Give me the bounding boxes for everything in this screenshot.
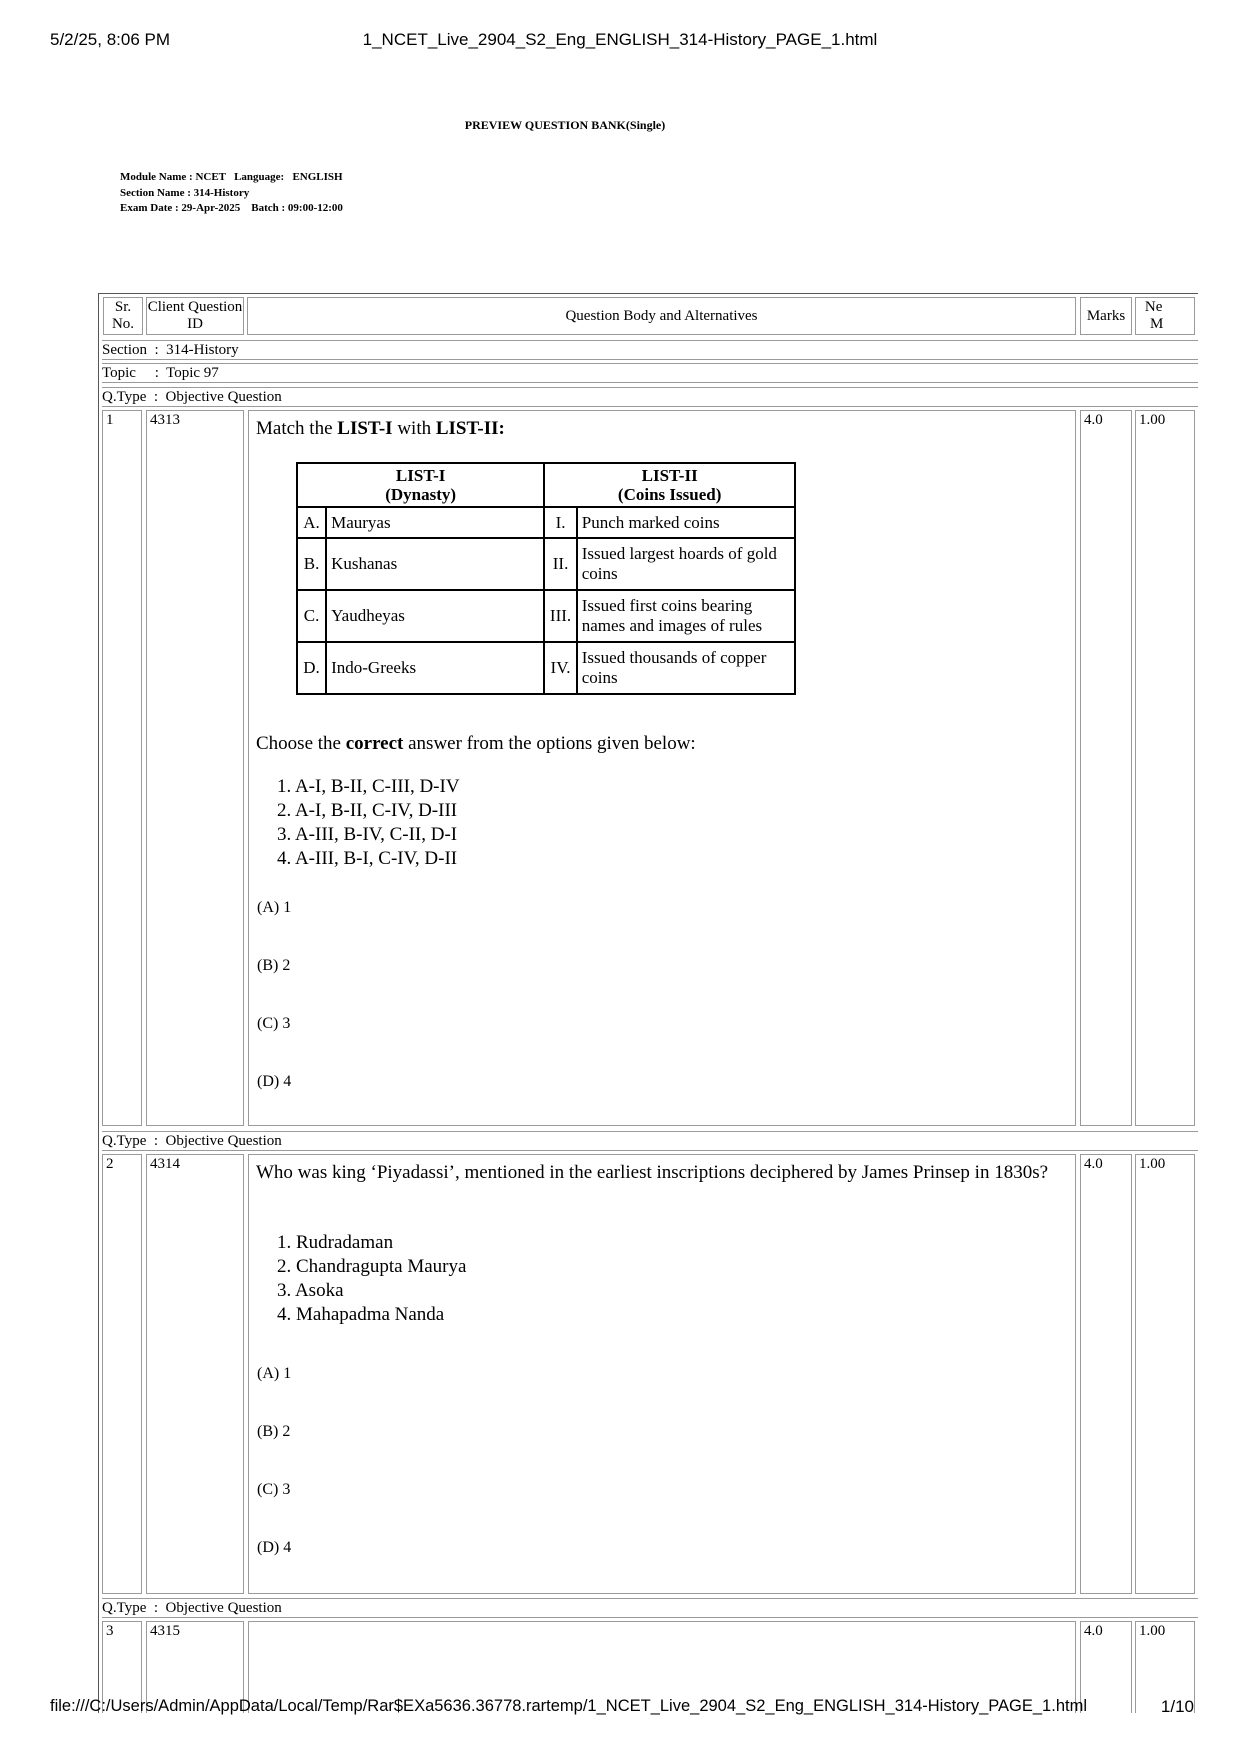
list-item: 1. A-I, B-II, C-III, D-IV	[277, 776, 460, 797]
page-title: PREVIEW QUESTION BANK(Single)	[464, 118, 666, 132]
header-negative-marks: Ne M	[1135, 297, 1195, 335]
q1-negative-marks: 1.00	[1135, 410, 1195, 1126]
q2-option-list	[277, 1231, 466, 1327]
q3-negative-marks: 1.00	[1135, 1621, 1195, 1713]
q2-alternative-d[interactable]: (D) 4	[257, 1539, 292, 1556]
question-table	[98, 293, 1198, 1713]
list-item: 2. Chandragupta Maurya	[277, 1256, 467, 1277]
q2-question-text: Who was king ‘Piyadassi’, mentioned in the earliest inscriptions deciphered by James Prinsep in 1830s?	[256, 1162, 1049, 1183]
table-row: D. Indo-Greeks IV. Issued thousands of copper coins	[297, 642, 795, 694]
q1-marks: 4.0	[1080, 410, 1132, 1126]
meta-line-section: Section Name : 314-History	[120, 186, 250, 199]
q2-client-id: 4314	[146, 1154, 244, 1594]
q3-sr-no: 3	[102, 1621, 142, 1713]
table-row: A. Mauryas I. Punch marked coins	[297, 507, 795, 538]
list2-header: LIST-II (Coins Issued)	[544, 463, 795, 507]
q2-alternative-b[interactable]: (B) 2	[257, 1423, 291, 1440]
exam-meta	[120, 170, 343, 217]
q1-alternative-a[interactable]: (A) 1	[257, 899, 292, 916]
qtype-row: Q.Type : Objective Question	[102, 387, 1198, 407]
meta-line-module: Module Name : NCET Language: ENGLISH	[120, 171, 343, 183]
list-item: 4. A-III, B-I, C-IV, D-II	[277, 848, 458, 869]
list-item: 2. A-I, B-II, C-IV, D-III	[277, 800, 458, 821]
q2-alternative-a[interactable]: (A) 1	[257, 1365, 292, 1382]
list-item: 3. A-III, B-IV, C-II, D-I	[277, 824, 458, 845]
print-datetime: 5/2/25, 8:06 PM	[50, 30, 171, 49]
q1-alternative-c[interactable]: (C) 3	[257, 1015, 291, 1032]
q1-client-id: 4313	[146, 410, 244, 1126]
q2-sr-no: 2	[102, 1154, 142, 1594]
print-filename: 1_NCET_Live_2904_S2_Eng_ENGLISH_314-History_PAGE_1.html	[362, 30, 878, 49]
print-file-path: file:///C:/Users/Admin/AppData/Local/Temp/Rar$EXa5636.36778.rartemp/1_NCET_Live_2904_S2_Eng_ENGLISH_314-History_PAGE_1.html	[50, 1697, 1087, 1715]
header-question-body: Question Body and Alternatives	[247, 297, 1076, 335]
list-item: 3. Asoka	[277, 1280, 344, 1301]
section-row: Section : 314-History	[102, 340, 1198, 360]
print-page-number: 1/10	[1160, 1697, 1194, 1716]
meta-line-exam-date: Exam Date : 29-Apr-2025 Batch : 09:00-12:00	[120, 202, 343, 214]
q1-option-list	[277, 775, 460, 871]
list1-header: LIST-I (Dynasty)	[297, 463, 544, 507]
table-row: B. Kushanas II. Issued largest hoards of gold coins	[297, 538, 795, 590]
table-row: C. Yaudheyas III. Issued first coins bearing names and images of rules	[297, 590, 795, 642]
q1-intro: Match the LIST-I with LIST-II:	[256, 418, 505, 439]
q1-match-table	[296, 462, 796, 695]
q2-negative-marks: 1.00	[1135, 1154, 1195, 1594]
q3-marks: 4.0	[1080, 1621, 1132, 1713]
qtype-row: Q.Type : Objective Question	[102, 1598, 1198, 1618]
q1-body	[248, 410, 1076, 1126]
q1-alternative-b[interactable]: (B) 2	[257, 957, 291, 974]
q2-body	[248, 1154, 1076, 1594]
q2-marks: 4.0	[1080, 1154, 1132, 1594]
q3-client-id: 4315	[146, 1621, 244, 1713]
list-item: 1. Rudradaman	[277, 1232, 394, 1253]
header-marks: Marks	[1080, 297, 1132, 335]
header-sr-no: Sr. No.	[103, 297, 143, 335]
list-item: 4. Mahapadma Nanda	[277, 1304, 445, 1325]
topic-row: Topic : Topic 97	[102, 363, 1198, 383]
q1-alternative-d[interactable]: (D) 4	[257, 1073, 292, 1090]
header-client-question-id: Client Question ID	[146, 297, 244, 335]
q1-sr-no: 1	[102, 410, 142, 1126]
qtype-row: Q.Type : Objective Question	[102, 1131, 1198, 1151]
q2-alternative-c[interactable]: (C) 3	[257, 1481, 291, 1498]
q1-instruction: Choose the correct answer from the options given below:	[256, 733, 696, 754]
